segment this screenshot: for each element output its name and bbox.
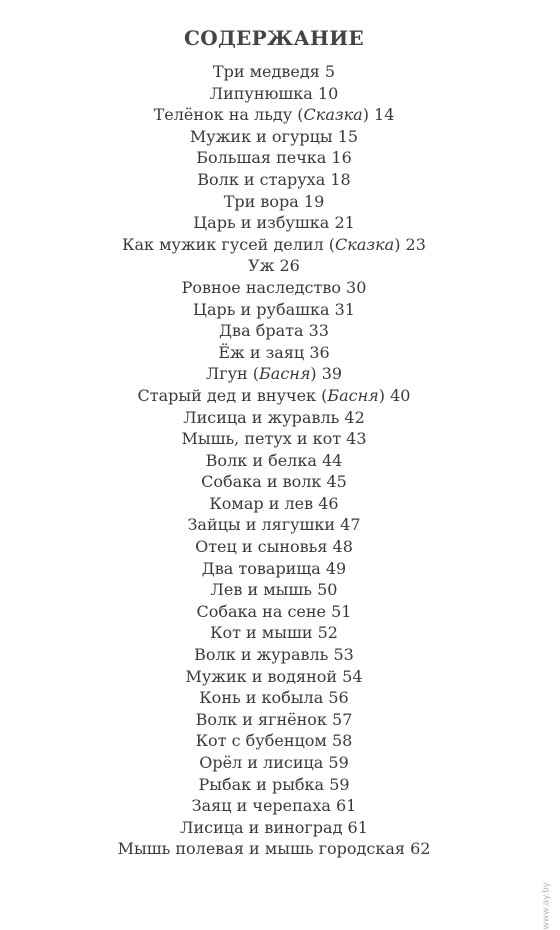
toc-entry-page: 52 bbox=[317, 623, 338, 643]
toc-entry bbox=[0, 255, 548, 277]
toc-entry-title: Мужик и огурцы bbox=[189, 126, 333, 146]
toc-entry-title: Зайцы и лягушки bbox=[187, 515, 336, 535]
toc-entry-title: Мышь, петух и кот bbox=[181, 429, 342, 449]
toc-entry-title: Телёнок на льду bbox=[153, 105, 293, 125]
toc-entry bbox=[0, 666, 548, 688]
toc-entry bbox=[0, 299, 548, 321]
toc-entry bbox=[0, 709, 548, 731]
toc-entry-page: 44 bbox=[321, 450, 343, 470]
toc-entry-page: 10 bbox=[317, 83, 339, 103]
toc-entry bbox=[0, 536, 548, 558]
toc-entry bbox=[0, 407, 548, 429]
toc-entry bbox=[0, 795, 548, 817]
toc-entry-genre: Сказка bbox=[335, 234, 395, 254]
toc-entry bbox=[0, 471, 548, 493]
toc-title: СОДЕРЖАНИЕ bbox=[184, 26, 364, 50]
toc-entry bbox=[0, 687, 548, 709]
toc-entry-title: Два товарища bbox=[201, 558, 321, 578]
toc-entry bbox=[0, 212, 548, 234]
toc-entry-title: Царь и избушка bbox=[193, 213, 330, 233]
toc-entry bbox=[0, 644, 548, 666]
toc-entry-page: 30 bbox=[346, 277, 367, 297]
toc-entry-title: Мужик и водяной bbox=[185, 666, 338, 686]
toc-entry-title: Волк и ягнёнок bbox=[195, 709, 327, 729]
toc-entry-title: Орёл и лисица bbox=[199, 753, 324, 772]
toc-entry-title: Лисица и журавль bbox=[183, 407, 340, 427]
toc-entry-title: Конь и кобыла bbox=[199, 688, 324, 708]
toc-entry-page: 45 bbox=[326, 472, 347, 492]
toc-entry-page: 33 bbox=[308, 321, 329, 341]
toc-entry-page: 26 bbox=[279, 256, 300, 276]
toc-entry-title: Лгун bbox=[205, 364, 248, 384]
toc-entry bbox=[0, 277, 548, 299]
toc-entry-page: 57 bbox=[332, 709, 353, 729]
toc-entry-page: 43 bbox=[346, 429, 367, 449]
toc-entry-page: 62 bbox=[410, 839, 431, 859]
toc-entry-title: Три вора bbox=[223, 191, 299, 211]
toc-entry-page: 48 bbox=[332, 537, 353, 557]
toc-entry-page: 16 bbox=[331, 148, 352, 168]
toc-entry-title: Царь и рубашка bbox=[193, 299, 330, 319]
toc-entry-page: 49 bbox=[325, 558, 347, 578]
toc-entry-page: 51 bbox=[331, 601, 352, 621]
toc-entry-page: 46 bbox=[318, 493, 339, 513]
toc-entry-page: 21 bbox=[334, 213, 355, 233]
toc-entry-title: Комар и лев bbox=[209, 493, 314, 513]
toc-entry-page: 5 bbox=[324, 62, 336, 81]
toc-entry bbox=[0, 83, 548, 105]
toc-entry-page: 31 bbox=[334, 299, 355, 319]
toc-entry bbox=[0, 730, 548, 752]
toc-entry-title: Волк и белка bbox=[205, 450, 317, 470]
toc-entry bbox=[0, 514, 548, 536]
toc-entry: Как мужик гусей делил (Сказка) 23 bbox=[122, 234, 426, 254]
toc-entry bbox=[0, 147, 548, 169]
toc-entry-title: Ёж и заяц bbox=[218, 342, 305, 362]
toc-entry-title: Отец и сыновья bbox=[195, 537, 328, 557]
toc-list bbox=[0, 61, 548, 860]
toc-entry-page: 61 bbox=[347, 817, 368, 837]
toc-entry bbox=[0, 342, 548, 364]
toc-entry-page: 47 bbox=[340, 515, 361, 535]
toc-entry-genre: Басня bbox=[259, 364, 311, 384]
toc-entry-title: Уж bbox=[248, 256, 275, 276]
toc-entry bbox=[0, 169, 548, 191]
toc-entry bbox=[0, 601, 548, 623]
toc-entry: Телёнок на льду (Сказка) 14 bbox=[153, 105, 395, 125]
toc-entry-page: 58 bbox=[331, 731, 353, 751]
toc-entry-title: Липунюшка bbox=[209, 83, 313, 103]
toc-entry bbox=[0, 428, 548, 450]
toc-entry-title: Волк и старуха bbox=[197, 169, 326, 189]
toc-entry-page: 42 bbox=[344, 407, 365, 427]
toc-entry-page: 36 bbox=[309, 342, 330, 362]
toc-entry-title: Заяц и черепаха bbox=[191, 796, 331, 816]
toc-entry bbox=[0, 838, 548, 860]
toc-entry-title: Лев и мышь bbox=[210, 580, 312, 600]
toc-entry-title: Мышь полевая и мышь городская bbox=[117, 839, 405, 859]
toc-entry-title: Старый дед и внучек bbox=[137, 385, 317, 405]
toc-entry-genre: Сказка bbox=[303, 105, 363, 125]
toc-entry: Лгун (Басня) 39 bbox=[205, 364, 343, 384]
toc-entry-page: 61 bbox=[335, 796, 357, 816]
toc-entry-title: Рыбак и рыбка bbox=[198, 774, 325, 794]
toc-entry: Старый дед и внучек (Басня) 40 bbox=[137, 385, 411, 405]
toc-entry-page: 54 bbox=[342, 666, 363, 686]
toc-entry-page: 56 bbox=[328, 688, 349, 708]
toc-entry-genre: Басня bbox=[327, 385, 379, 405]
toc-entry bbox=[0, 622, 548, 644]
toc-entry-page: 19 bbox=[303, 191, 325, 211]
toc-entry-page: 18 bbox=[330, 169, 351, 189]
toc-entry bbox=[0, 579, 548, 601]
toc-entry-page: 15 bbox=[337, 126, 359, 146]
toc-entry-title: Кот и мыши bbox=[210, 623, 313, 643]
toc-entry-title: Как мужик гусей делил bbox=[122, 234, 324, 254]
toc-entry-page: 50 bbox=[317, 580, 338, 600]
toc-entry bbox=[0, 558, 548, 580]
toc-entry-page: 14 bbox=[374, 105, 395, 125]
toc-entry-page: 39 bbox=[321, 364, 343, 384]
toc-entry-title: Большая печка bbox=[196, 148, 327, 168]
toc-entry-page: 40 bbox=[390, 385, 411, 405]
toc-entry-title: Три медведя bbox=[212, 62, 320, 81]
toc-entry-title: Собака и волк bbox=[201, 472, 322, 492]
toc-entry-page: 59 bbox=[328, 753, 349, 772]
toc-entry-title: Кот с бубенцом bbox=[195, 731, 327, 751]
toc-entry bbox=[0, 320, 548, 342]
toc-entry-page: 53 bbox=[333, 645, 354, 665]
toc-entry-page: 59 bbox=[329, 774, 350, 794]
toc-entry-title: Ровное наследство bbox=[181, 277, 341, 297]
toc-entry-title: Два брата bbox=[219, 321, 304, 341]
toc-entry-title: Волк и журавль bbox=[194, 645, 329, 665]
toc-entry-title: Собака на сене bbox=[196, 601, 327, 621]
toc-entry bbox=[0, 774, 548, 796]
toc-entry bbox=[0, 126, 548, 148]
toc-entry bbox=[0, 752, 548, 774]
toc-entry-page: 23 bbox=[405, 234, 426, 254]
toc-entry bbox=[0, 817, 548, 839]
watermark: www.ay.by bbox=[542, 882, 552, 930]
toc-entry bbox=[0, 191, 548, 213]
toc-entry bbox=[0, 61, 548, 83]
toc-entry-title: Лисица и виноград bbox=[180, 817, 343, 837]
toc-entry bbox=[0, 450, 548, 472]
toc-entry bbox=[0, 493, 548, 515]
